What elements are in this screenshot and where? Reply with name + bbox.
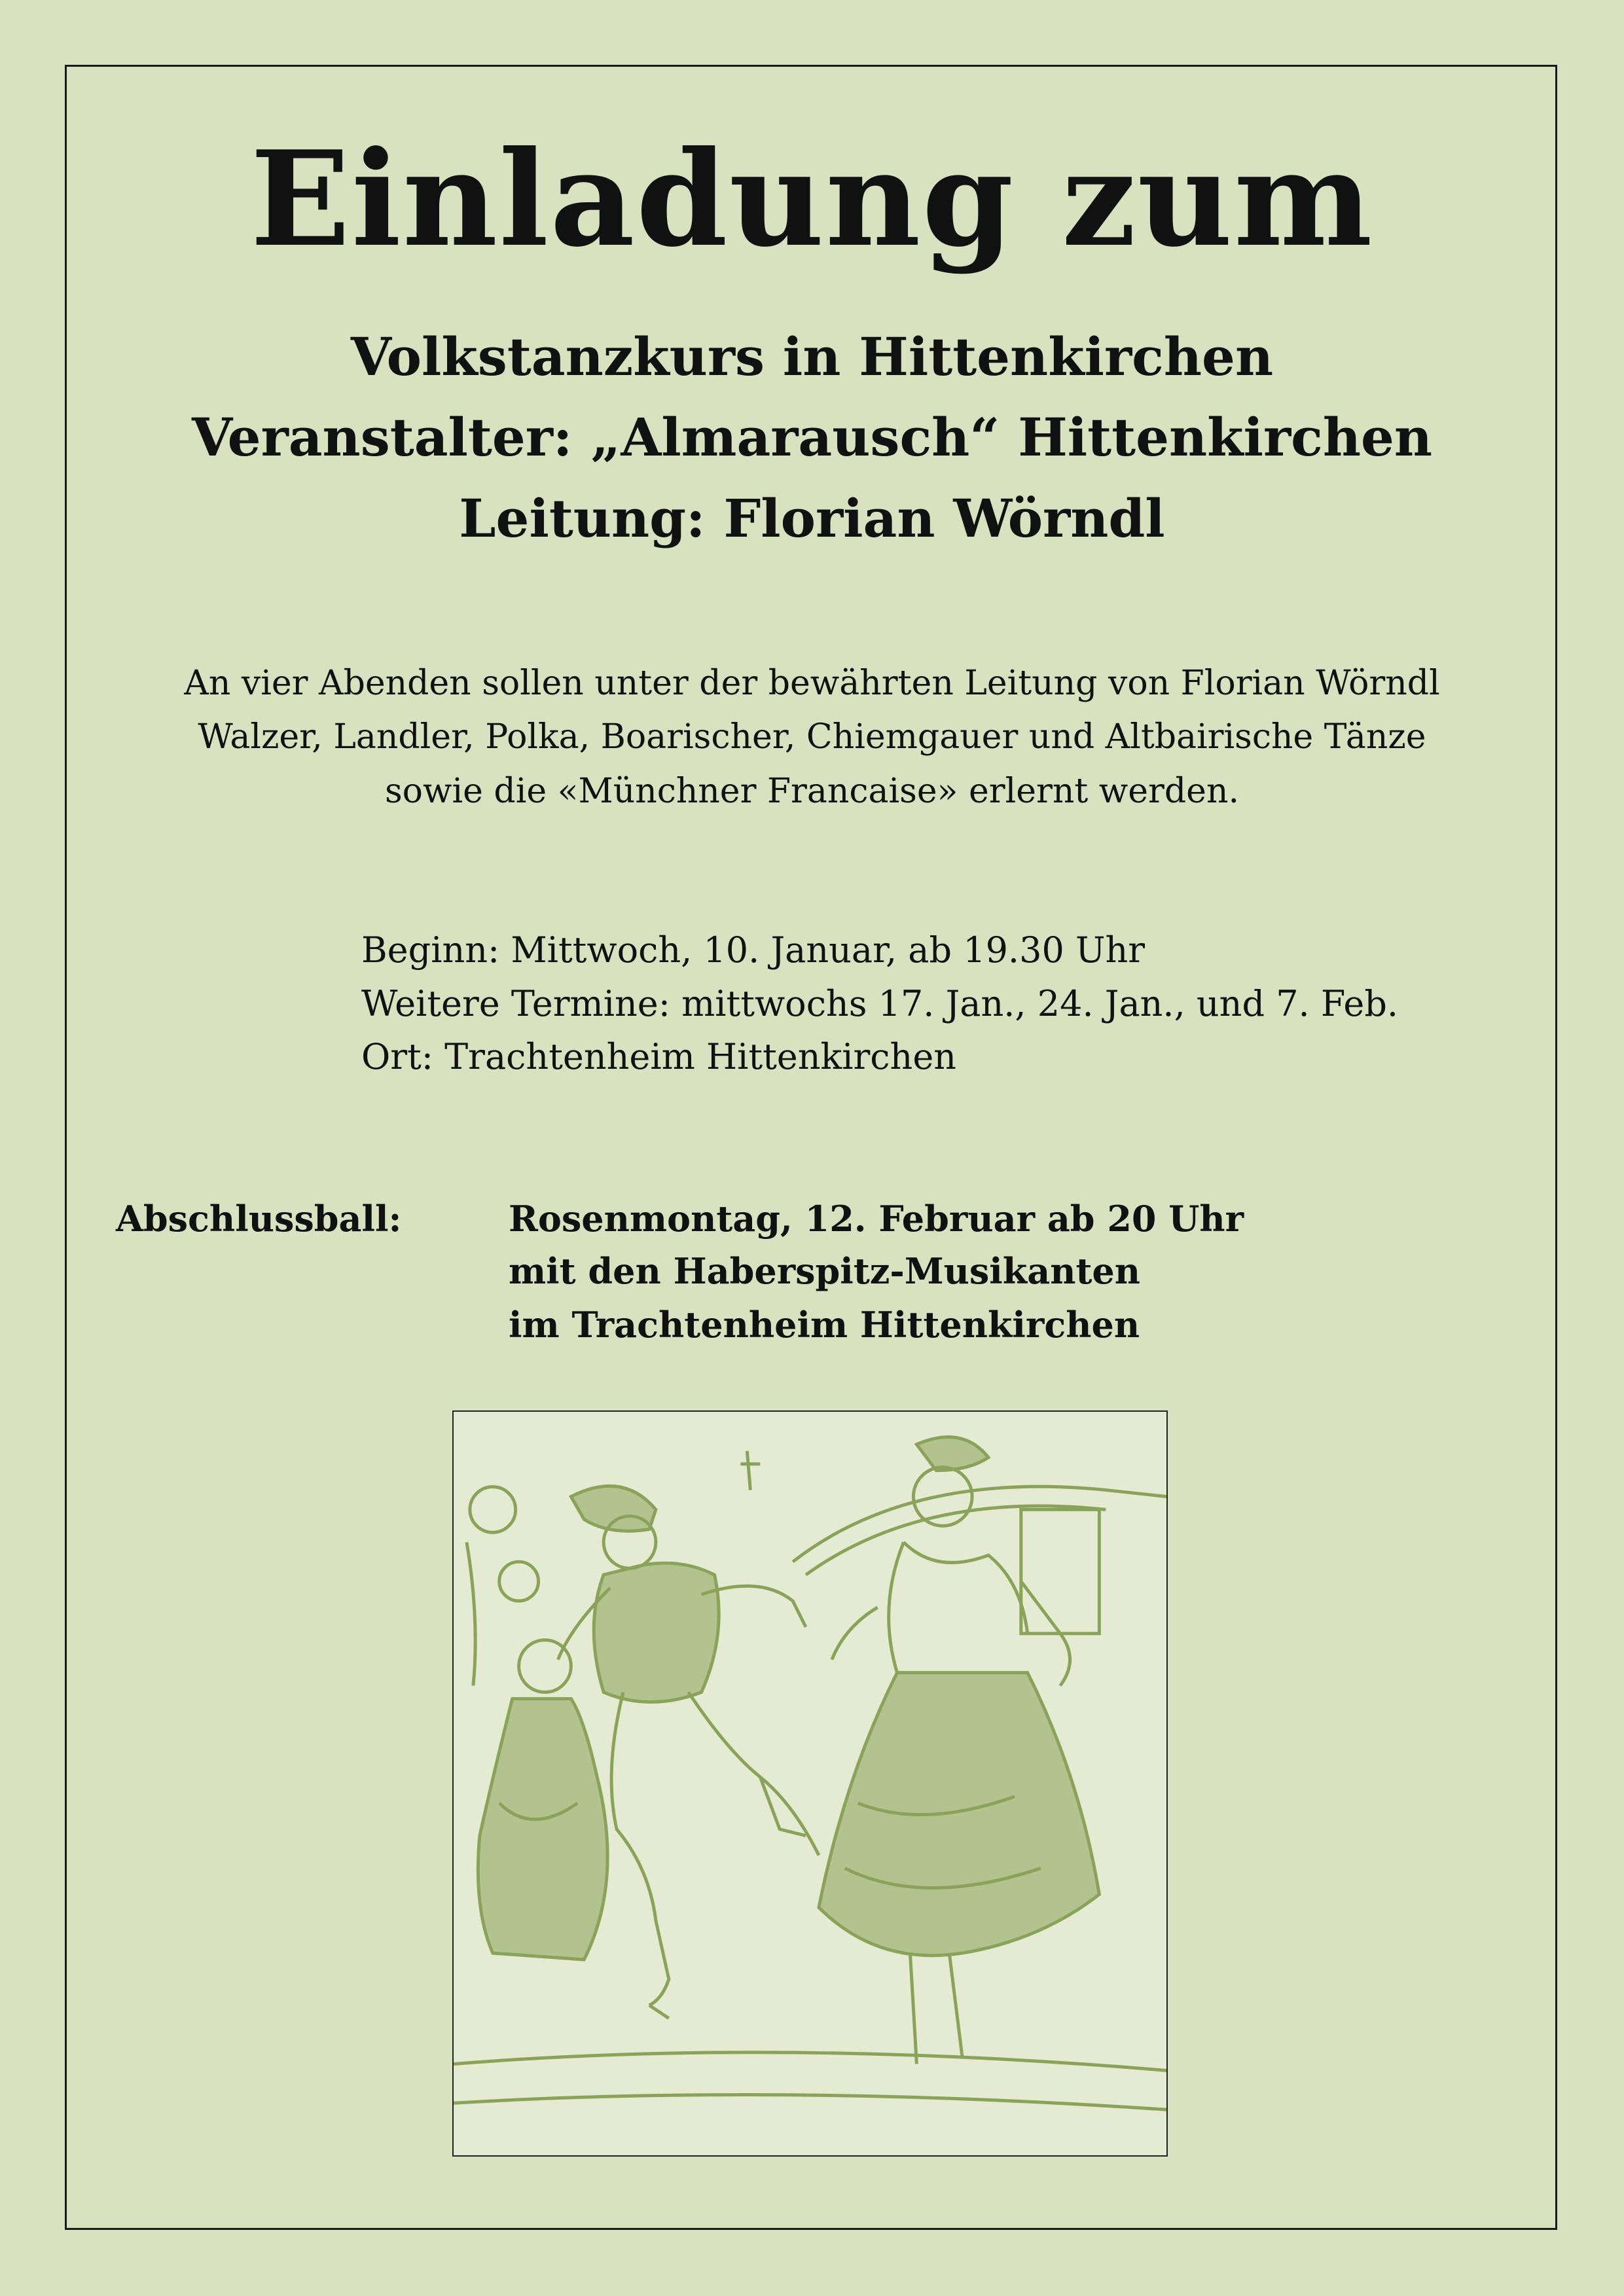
dancing-couple-illustration <box>452 1410 1168 2157</box>
closing-ball-venue: im Trachtenheim Hittenkirchen <box>509 1304 1140 1346</box>
intro-line-2: Walzer, Landler, Polka, Boarischer, Chiemgauer und Altbairische Tänze <box>198 717 1426 757</box>
start-date: Beginn: Mittwoch, 10. Januar, ab 19.30 Uhr <box>361 929 1146 971</box>
closing-ball-date: Rosenmontag, 12. Februar ab 20 Uhr <box>509 1198 1244 1240</box>
location: Ort: Trachtenheim Hittenkirchen <box>361 1036 957 1077</box>
course-title: Volkstanzkurs in Hittenkirchen <box>350 326 1274 387</box>
intro-line-3: sowie die «Münchner Francaise» erlernt werden. <box>385 772 1239 811</box>
further-dates: Weitere Termine: mittwochs 17. Jan., 24. Jan., und 7. Feb. <box>361 983 1399 1024</box>
instructor-line: Leitung: Florian Wörndl <box>459 488 1165 549</box>
intro-line-1: An vier Abenden sollen unter der bewährten Leitung von Florian Wörndl <box>184 664 1440 703</box>
closing-ball-band: mit den Haberspitz-Musikanten <box>509 1250 1141 1292</box>
page-title: Einladung zum <box>250 122 1374 276</box>
organizer-line: Veranstalter: „Almarausch“ Hittenkirchen <box>191 406 1433 468</box>
closing-ball-label: Abschlussball: <box>116 1198 402 1240</box>
